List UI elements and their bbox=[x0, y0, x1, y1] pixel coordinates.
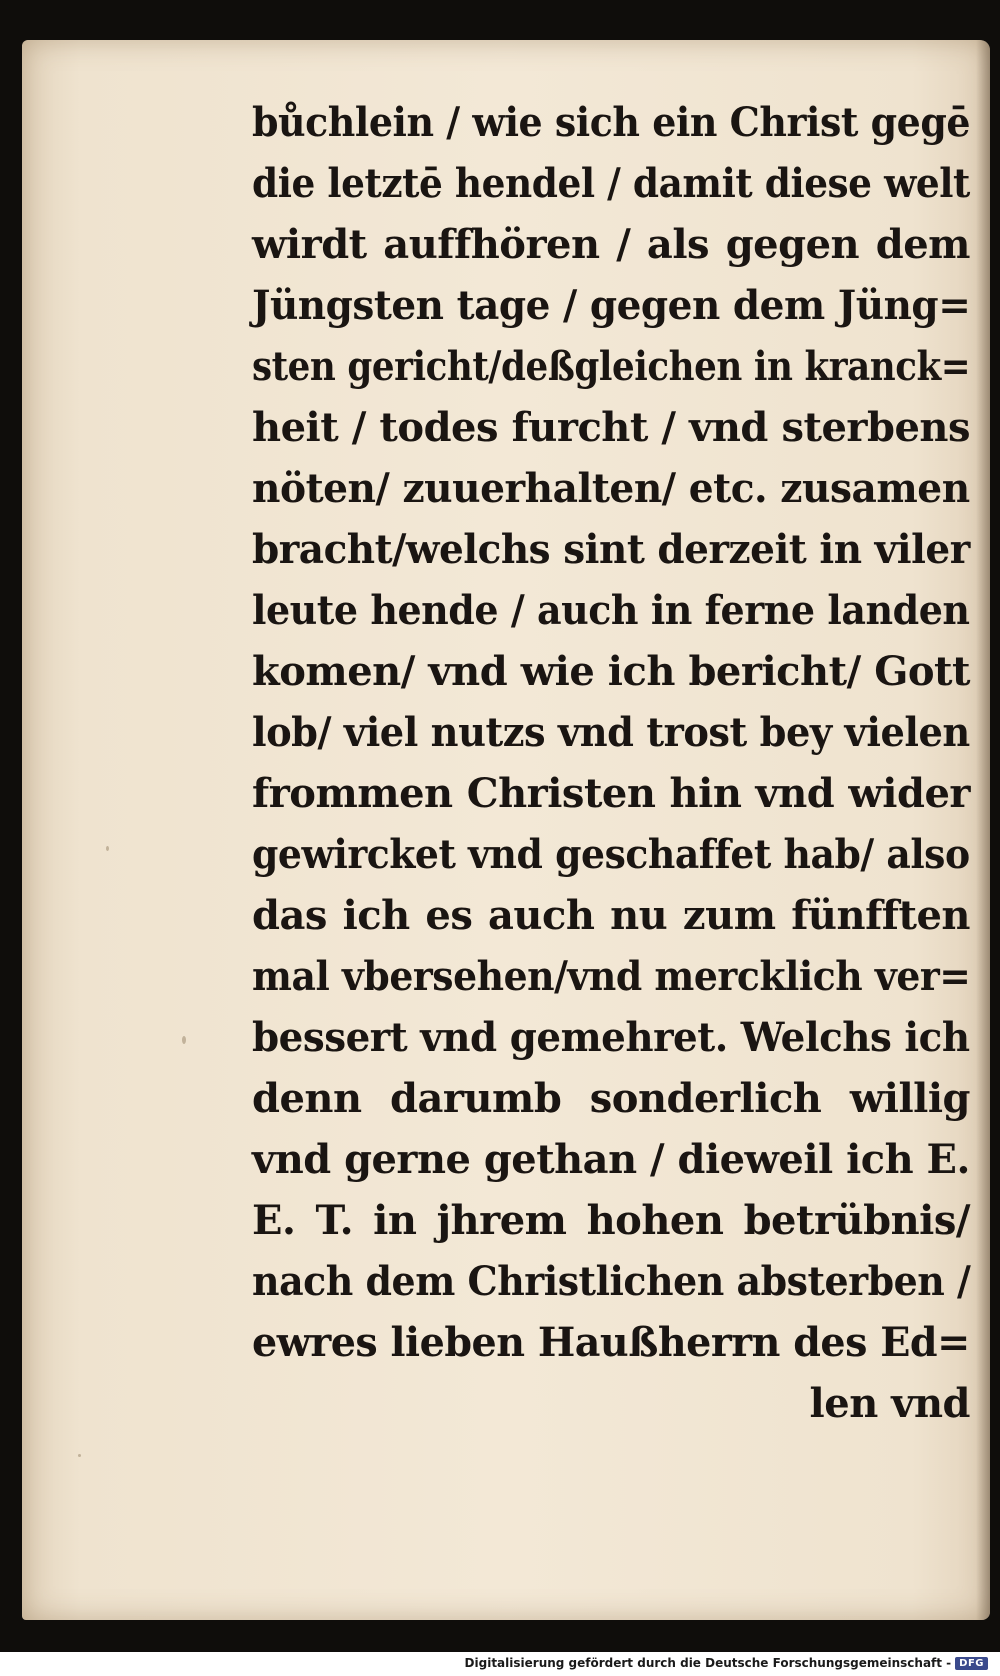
text-line: gewircket vnd geschaffet hab/ also bbox=[252, 831, 970, 878]
text-line: komen/ vnd wie ich bericht/ Gott bbox=[252, 648, 970, 695]
text-line: E. T. in jhrem hohen betrübnis/ bbox=[252, 1197, 970, 1244]
text-line: die letztē hendel / damit diese welt bbox=[252, 160, 970, 207]
text-line: wirdt auffhören / als gegen dem bbox=[252, 221, 970, 268]
text-line: mal vbersehen/vnd mercklich ver= bbox=[252, 953, 971, 1000]
credit-text: Digitalisierung gefördert durch die Deutsche Forschungsgemeinschaft - bbox=[464, 1656, 952, 1670]
text-line: sten gericht/deßgleichen in kranck= bbox=[252, 343, 971, 390]
digitization-credit bbox=[465, 1654, 988, 1672]
text-line: ewres lieben Haußherrn des Ed= bbox=[252, 1319, 970, 1366]
text-line: das ich es auch nu zum fünfften bbox=[252, 892, 970, 939]
text-line: vnd gerne gethan / dieweil ich E. bbox=[252, 1136, 970, 1183]
text-line: lob/ viel nutzs vnd trost bey vielen bbox=[252, 709, 970, 756]
text-line: nöten/ zuuerhalten/ etc. zusamen bbox=[252, 465, 970, 512]
paper-speck bbox=[106, 846, 109, 851]
page-text bbox=[252, 92, 970, 1434]
paper-speck bbox=[182, 1036, 186, 1044]
text-line: leute hende / auch in ferne landen bbox=[252, 587, 970, 634]
text-line: nach dem Christlichen absterben / bbox=[252, 1258, 971, 1305]
text-line-catchword: len vnd bbox=[809, 1380, 970, 1427]
book-page bbox=[22, 40, 990, 1620]
text-line: bessert vnd gemehret. Welchs ich bbox=[252, 1014, 970, 1061]
text-line: denn darumb sonderlich willig bbox=[252, 1075, 970, 1122]
text-line: bůchlein / wie sich ein Christ gegē bbox=[252, 99, 971, 146]
text-line: heit / todes furcht / vnd sterbens bbox=[252, 404, 970, 451]
text-line: frommen Christen hin vnd wider bbox=[252, 770, 970, 817]
dfg-logo-icon: DFG bbox=[955, 1657, 988, 1670]
text-line: bracht/welchs sint derzeit in viler bbox=[252, 526, 970, 573]
text-line: Jüngsten tage / gegen dem Jüng= bbox=[252, 282, 971, 329]
paper-speck bbox=[78, 1454, 81, 1457]
